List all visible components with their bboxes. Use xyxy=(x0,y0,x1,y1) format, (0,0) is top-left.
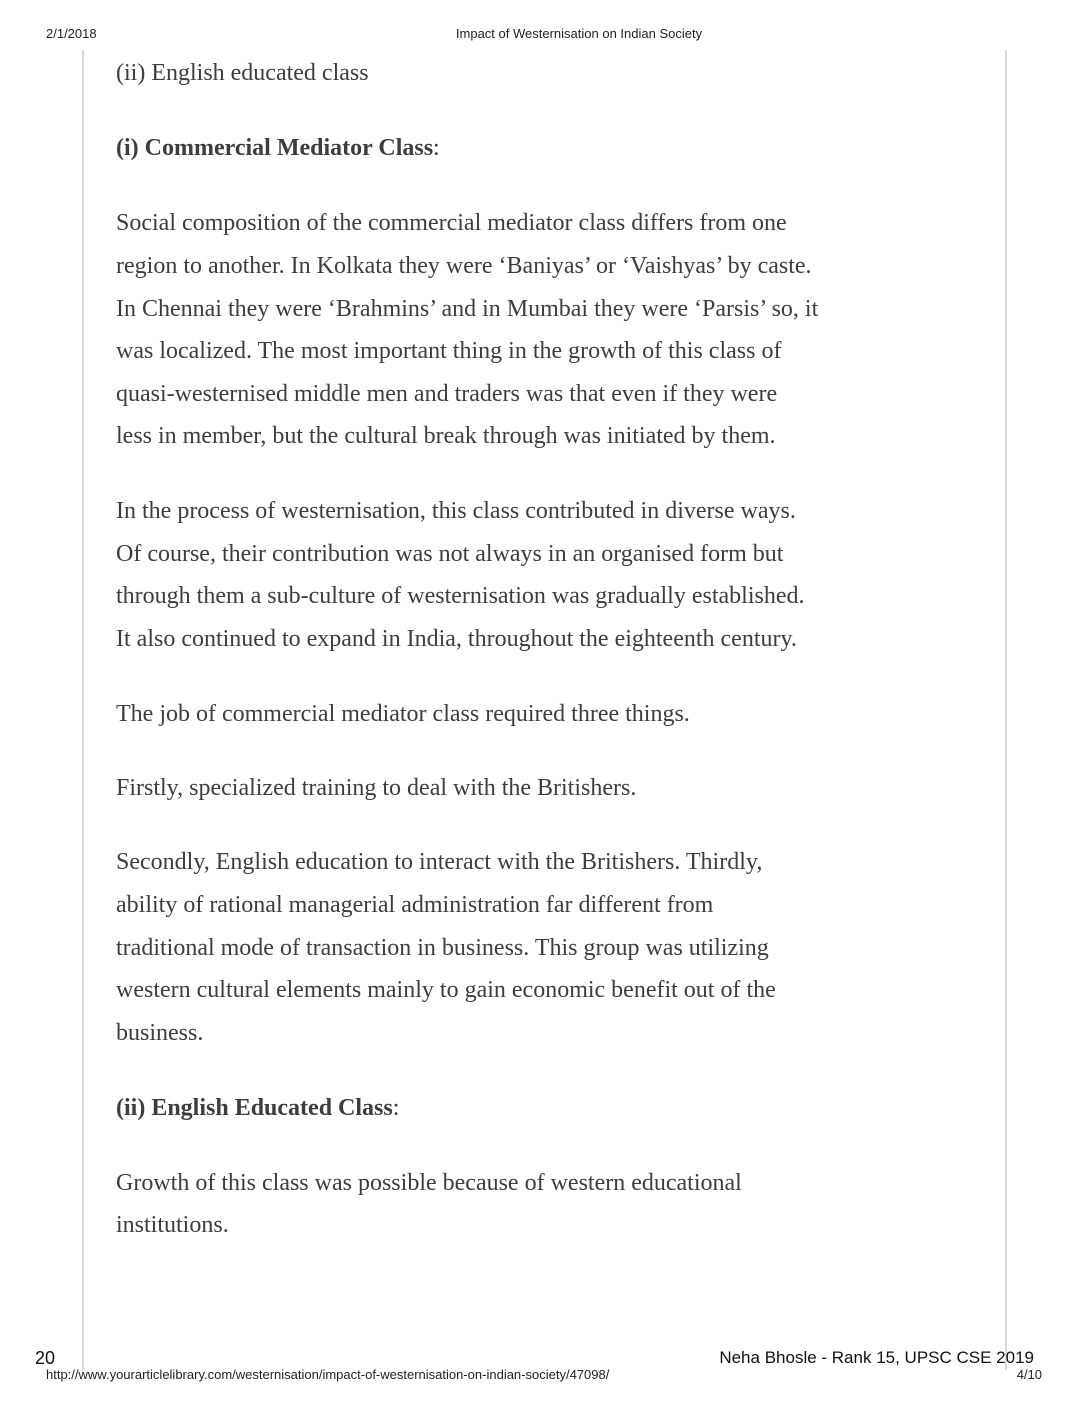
paragraph-line: In Chennai they were ‘Brahmins’ and in Mumbai they were ‘Parsis’ so, it xyxy=(116,296,819,322)
paragraph-line: In the process of westernisation, this class contributed in diverse ways. xyxy=(116,498,796,524)
paragraph-line: less in member, but the cultural break through was initiated by them. xyxy=(116,423,776,449)
print-page-title: Impact of Westernisation on Indian Society xyxy=(455,26,703,41)
paragraph-line: business. xyxy=(116,1020,204,1046)
paragraph-line: was localized. The most important thing in the growth of this class of xyxy=(116,338,782,364)
source-url: http://www.yourarticlelibrary.com/westernisation/impact-of-westernisation-on-indian-society/47098/ xyxy=(46,1367,610,1382)
section-heading-english-educated xyxy=(116,1087,399,1130)
heading-colon: : xyxy=(392,1095,400,1121)
paragraph-line: Social composition of the commercial mediator class differs from one xyxy=(116,210,787,236)
paragraph-line: It also continued to expand in India, throughout the eighteenth century. xyxy=(116,626,797,652)
paragraph-line: through them a sub-culture of westernisation was gradually established. xyxy=(116,583,805,609)
paragraph-line: Of course, their contribution was not always in an organised form but xyxy=(116,541,784,567)
paragraph-line: quasi-westernised middle men and traders was that even if they were xyxy=(116,381,778,407)
right-margin-rule xyxy=(1005,50,1007,1370)
section-heading-commercial-mediator xyxy=(116,127,440,170)
print-date: 2/1/2018 xyxy=(46,26,97,41)
heading-colon: : xyxy=(433,135,440,161)
page-number-label: 20 xyxy=(35,1348,56,1368)
paragraph-line: western cultural elements mainly to gain economic benefit out of the xyxy=(116,977,776,1003)
paragraph-line: traditional mode of transaction in business. This group was utilizing xyxy=(116,935,769,961)
heading-text: (ii) English Educated Class xyxy=(116,1095,393,1121)
paragraph-line: Growth of this class was possible because of western educational xyxy=(116,1170,742,1196)
left-margin-rule xyxy=(82,50,84,1370)
paragraph-line: Secondly, English education to interact with the Britishers. Thirdly, xyxy=(116,849,763,875)
paragraph-line: region to another. In Kolkata they were ‘Baniyas’ or ‘Vaishyas’ by caste. xyxy=(116,253,812,279)
heading-text: (i) Commercial Mediator Class xyxy=(116,135,434,161)
paragraph-line: Firstly, specialized training to deal with the Britishers. xyxy=(116,775,637,801)
paragraph-line: institutions. xyxy=(116,1212,229,1238)
intro-list-item: (ii) English educated class xyxy=(116,60,369,86)
paragraph-line: ability of rational managerial administration far different from xyxy=(116,892,714,918)
credit-text: Neha Bhosle - Rank 15, UPSC CSE 2019 xyxy=(719,1348,1034,1367)
paragraph-line: The job of commercial mediator class required three things. xyxy=(116,701,690,727)
page-count: 4/10 xyxy=(1016,1367,1042,1382)
